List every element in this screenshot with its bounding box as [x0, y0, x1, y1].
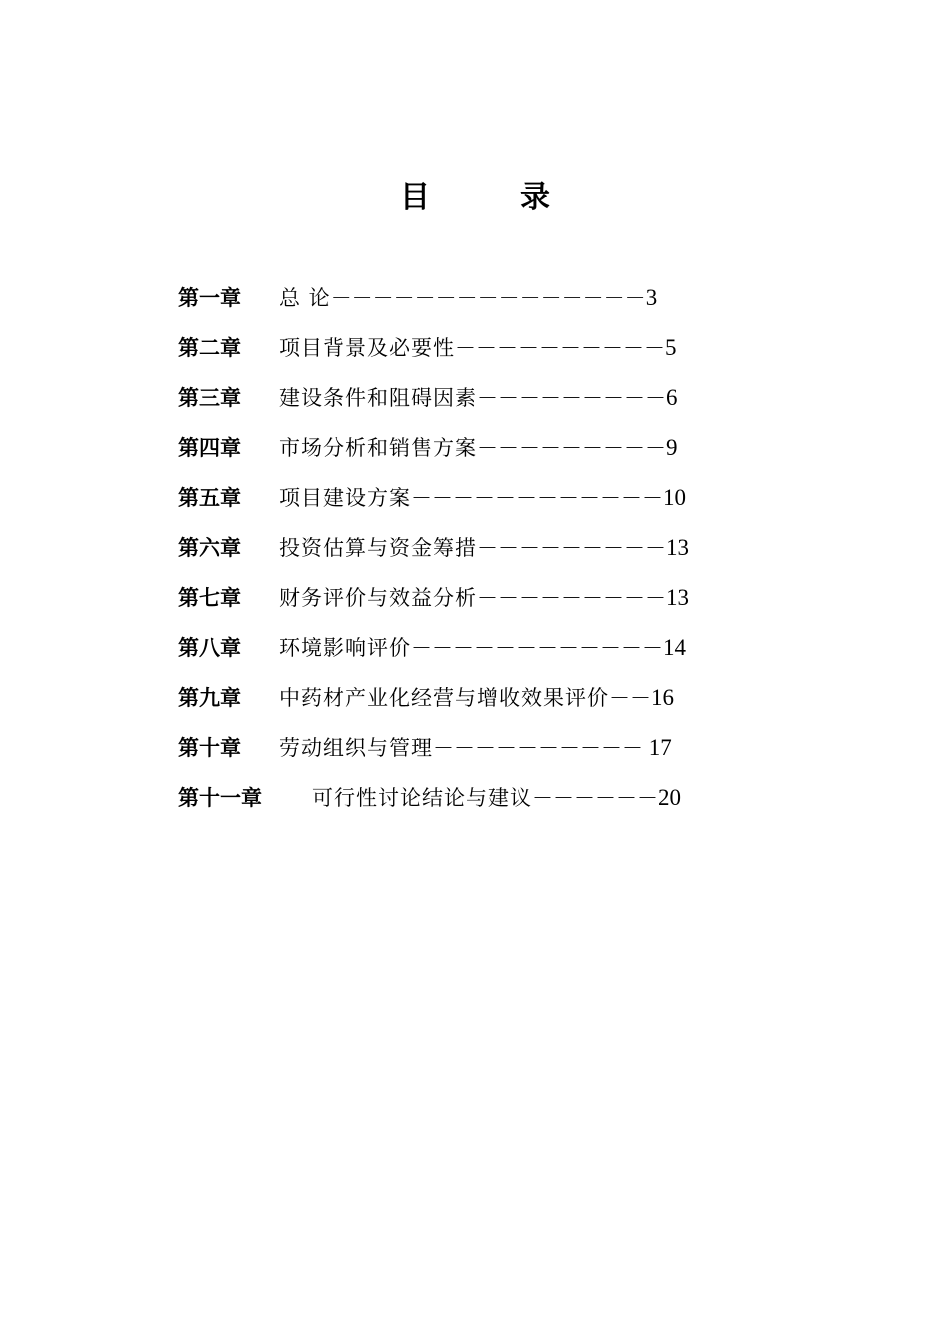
toc-leader: －－－－－－ — [532, 786, 658, 810]
toc-page-number: 17 — [643, 735, 672, 760]
toc-page-number: 3 — [645, 285, 658, 310]
toc-chapter-label: 第四章 — [178, 435, 241, 460]
toc-leader: －－－－－－－－－ — [477, 586, 666, 610]
toc-page-number: 9 — [666, 435, 678, 460]
toc-entry[interactable] — [178, 579, 858, 629]
toc-chapter-label: 第九章 — [178, 685, 241, 710]
toc-entry-title: 劳动组织与管理 — [279, 736, 433, 760]
toc-leader: －－－－－－－－－－ — [455, 336, 665, 360]
toc-chapter-label: 第八章 — [178, 635, 241, 660]
toc-entry[interactable] — [178, 279, 858, 329]
toc-leader: －－－－－－－－－－－－－－－ — [330, 286, 646, 310]
toc-entry[interactable] — [178, 429, 858, 479]
toc-chapter-label: 第一章 — [178, 285, 241, 310]
toc-page-number: 16 — [651, 685, 674, 710]
toc-entry-title: 建设条件和阻碍因素 — [279, 386, 477, 410]
toc-chapter-label: 第二章 — [178, 335, 241, 360]
toc-entry[interactable] — [178, 329, 858, 379]
toc-chapter-label: 第五章 — [178, 485, 241, 510]
toc-entry[interactable] — [178, 729, 858, 779]
toc-leader: －－－－－－－－－－－－ — [411, 636, 663, 660]
toc-entry-title: 项目建设方案 — [279, 486, 411, 510]
toc-page-number: 6 — [666, 385, 678, 410]
toc-leader: －－－－－－－－－－ — [433, 736, 643, 760]
toc-entry-title: 可行性讨论结论与建议 — [312, 786, 532, 810]
table-of-contents — [178, 279, 858, 829]
toc-entry[interactable] — [178, 629, 858, 679]
toc-entry-title: 环境影响评价 — [279, 636, 411, 660]
toc-chapter-label: 第三章 — [178, 385, 241, 410]
toc-entry-title: 市场分析和销售方案 — [279, 436, 477, 460]
toc-page-number: 20 — [658, 785, 681, 810]
toc-entry[interactable] — [178, 529, 858, 579]
toc-leader: －－－－－－－－－－－－ — [411, 486, 663, 510]
toc-entry[interactable] — [178, 679, 858, 729]
toc-chapter-label: 第十章 — [178, 735, 241, 760]
toc-page-number: 13 — [666, 585, 689, 610]
toc-chapter-label: 第十一章 — [178, 785, 262, 810]
toc-page-number: 14 — [663, 635, 686, 660]
toc-entry-title: 中药材产业化经营与增收效果评价 — [279, 686, 609, 710]
toc-entry[interactable] — [178, 479, 858, 529]
toc-entry[interactable] — [178, 379, 858, 429]
toc-chapter-label: 第六章 — [178, 535, 241, 560]
toc-entry-title: 项目背景及必要性 — [279, 336, 455, 360]
toc-entry[interactable] — [178, 779, 858, 829]
toc-leader: －－－－－－－－－ — [477, 536, 666, 560]
toc-leader: －－－－－－－－－ — [477, 386, 666, 410]
toc-chapter-label: 第七章 — [178, 585, 241, 610]
page-title: 目 录 — [400, 180, 580, 215]
toc-page-number: 10 — [663, 485, 686, 510]
toc-leader: －－ — [609, 686, 651, 710]
toc-page-number: 5 — [665, 335, 677, 360]
toc-entry-title: 财务评价与效益分析 — [279, 586, 477, 610]
toc-page-number: 13 — [666, 535, 689, 560]
toc-leader: －－－－－－－－－ — [477, 436, 666, 460]
toc-entry-title: 总 论 — [279, 286, 331, 310]
toc-entry-title: 投资估算与资金筹措 — [279, 536, 477, 560]
